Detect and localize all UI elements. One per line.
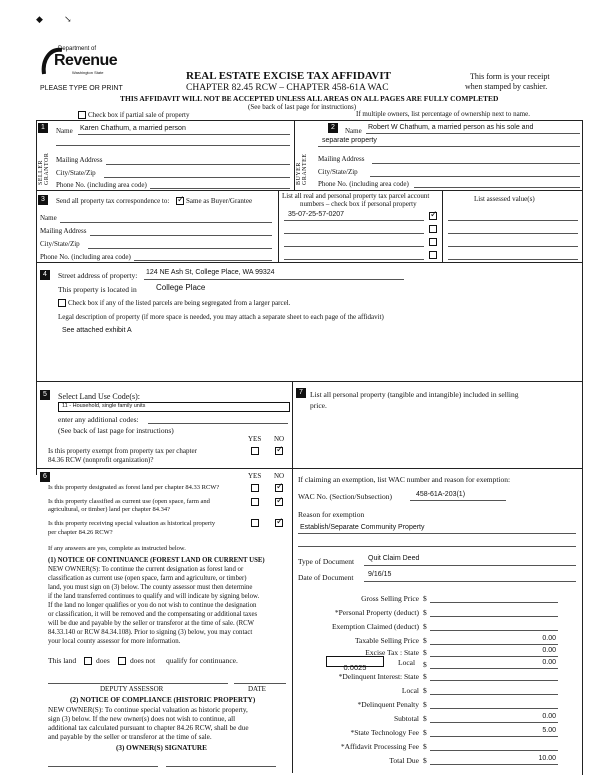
- personal-property-label: List all personal property (tangible and intangible) included in selling: [310, 390, 519, 399]
- tax-row-label: Excise Tax : State: [365, 648, 419, 657]
- segregated-label: Check box if any of the listed parcels are being segregated from a larger parcel.: [68, 299, 291, 307]
- buyer-name-label: Name: [345, 127, 362, 135]
- currency-symbol: $: [423, 636, 427, 645]
- notice1-line: If the land no longer qualifies or you do not wish to continue the designation: [48, 602, 257, 609]
- tax-row-line: [430, 764, 558, 765]
- tax-row-value[interactable]: 0.00: [542, 647, 556, 654]
- does-not-qualify-checkbox[interactable]: [118, 657, 126, 665]
- currency-symbol: $: [423, 622, 427, 631]
- tax-row-line: [430, 736, 558, 737]
- reason-label: Reason for exemption: [298, 510, 365, 519]
- owner-signature-label: (3) OWNER(S) SIGNATURE: [116, 744, 207, 752]
- section-5-number: 5: [40, 390, 50, 400]
- historic-yes-checkbox[interactable]: [251, 519, 259, 527]
- form-title: REAL ESTATE EXCISE TAX AFFIDAVIT: [186, 70, 391, 82]
- parcel-1-personal-checkbox[interactable]: [429, 212, 437, 220]
- tax-city-label: City/State/Zip: [40, 240, 80, 248]
- legal-desc-label: Legal description of property (if more space is needed, you may attach a separate sheet to each page of the affidavit): [58, 313, 384, 321]
- seller-mailing-label: Mailing Address: [56, 156, 103, 164]
- buyer-name-value-2[interactable]: separate property: [322, 137, 377, 144]
- see-back-note: (See back of last page for instructions): [248, 103, 357, 111]
- section5-see-back: (See back of last page for instructions): [58, 426, 174, 435]
- corner-mark: ↘: [64, 14, 72, 24]
- currency-symbol: $: [423, 714, 427, 723]
- currency-symbol: $: [423, 756, 427, 765]
- notice-continuance-title: (1) NOTICE OF CONTINUANCE (FOREST LAND OR CURRENT USE): [48, 557, 265, 564]
- tax-row-line: [430, 708, 558, 709]
- tax-row-label: Subtotal: [393, 714, 419, 723]
- qualify-label: qualify for continuance.: [166, 656, 238, 665]
- currency-symbol: $: [423, 686, 427, 695]
- buyer-side-label: BUYER GRANTEE: [296, 153, 308, 185]
- notice2-line: and payable by the seller or transferor at the time of sale.: [48, 733, 212, 741]
- corner-mark: ◆: [36, 14, 43, 24]
- send-to-label: Send all property tax correspondence to:: [56, 197, 170, 205]
- tax-row-line: [430, 630, 558, 631]
- personal-property-label-2: price.: [310, 401, 327, 410]
- deputy-assessor-label: DEPUTY ASSESSOR: [100, 685, 164, 693]
- receipt-note: This form is your receipt: [470, 72, 550, 81]
- reason-value[interactable]: Establish/Separate Community Property: [300, 524, 425, 531]
- tax-row-label: Taxable Selling Price: [354, 636, 419, 645]
- section-1-number: 1: [38, 123, 48, 133]
- multiple-owners-note: If multiple owners, list percentage of ownership next to name.: [356, 110, 530, 118]
- currency-symbol: $: [423, 608, 427, 617]
- forest-question: Is this property designated as forest land per chapter 84.33 RCW?: [48, 484, 220, 491]
- seller-phone-label: Phone No. (including area code): [56, 181, 147, 189]
- tax-name-label: Name: [40, 214, 57, 222]
- street-address-label: Street address of property:: [58, 271, 138, 280]
- partial-sale-label: Check box if partial sale of property: [88, 111, 190, 119]
- notice2-line: additional tax calculated pursuant to chapter 84.26 RCW, shall be due: [48, 724, 249, 732]
- tax-row-value[interactable]: 0.00: [542, 659, 556, 666]
- assessor-date-label: DATE: [248, 685, 266, 693]
- currency-symbol: $: [423, 660, 427, 669]
- notice1-line: your local county assessor for more information.: [48, 638, 181, 645]
- land-use-label: Select Land Use Code(s):: [58, 392, 140, 401]
- section-2-number: 2: [328, 123, 338, 133]
- tax-row-label: *Delinquent Interest: State: [338, 672, 419, 681]
- doc-type-value[interactable]: Quit Claim Deed: [368, 555, 420, 562]
- notice1-line: will be due and payable by the seller or transferor at the time of sale. (RCW: [48, 620, 255, 627]
- tax-row-line: [430, 644, 558, 645]
- warning-text: THIS AFFIDAVIT WILL NOT BE ACCEPTED UNLESS ALL AREAS ON ALL PAGES ARE FULLY COMPLETED: [120, 94, 499, 103]
- notice1-line: 84.33.140 or RCW 84.34.108). Prior to signing (3) below, you may contact: [48, 629, 253, 636]
- parcel-3-personal-checkbox[interactable]: [429, 238, 437, 246]
- no-header-6: NO: [274, 472, 285, 480]
- buyer-city-label: City/State/Zip: [318, 168, 358, 176]
- tax-row-value[interactable]: 0.00: [542, 713, 556, 720]
- tax-row-label: Local: [401, 686, 419, 695]
- section-6-number: 6: [40, 472, 50, 482]
- segregated-checkbox[interactable]: [58, 299, 66, 307]
- currency-symbol: $: [423, 594, 427, 603]
- tax-row-line: [430, 750, 558, 751]
- tax-row-line: [430, 616, 558, 617]
- wac-label: WAC No. (Section/Subsection): [298, 492, 392, 501]
- parcel-number-1[interactable]: 35-07-25-57-0207: [288, 211, 345, 218]
- receipt-note-2: when stamped by cashier.: [465, 82, 548, 91]
- notice2-line: NEW OWNER(S): To continue special valuation as historic property,: [48, 706, 248, 714]
- this-land-label: This land: [48, 656, 77, 665]
- local-rate-box[interactable]: [326, 656, 384, 672]
- section-3-number: 3: [38, 195, 48, 205]
- doc-date-value[interactable]: 9/16/15: [368, 571, 392, 578]
- yes-header: YES: [248, 435, 262, 443]
- tax-row-line: [430, 656, 558, 657]
- historic-question-2: per chapter 84.26 RCW?: [48, 529, 113, 536]
- tax-row-label: Exemption Claimed (deduct): [331, 622, 419, 631]
- tax-row-line: [430, 602, 558, 603]
- tax-row-label: *Affidavit Processing Fee: [340, 742, 419, 751]
- exempt-yes-checkbox[interactable]: [251, 447, 259, 455]
- yes-header-6: YES: [248, 472, 262, 480]
- current-use-question-2: agricultural, or timber) land per chapter 84.34?: [48, 506, 171, 513]
- parcel-header: List all real and personal property tax parcel account: [282, 192, 430, 200]
- tax-row-line: [430, 694, 558, 695]
- partial-sale-checkbox[interactable]: [78, 111, 86, 119]
- tax-row-label: *Delinquent Penalty: [357, 700, 419, 709]
- parcel-4-personal-checkbox[interactable]: [429, 251, 437, 259]
- currency-symbol: $: [423, 728, 427, 737]
- tax-row-value[interactable]: 0.00: [542, 635, 556, 642]
- notice1-line: land, you must sign on (3) below. The county assessor must then determine: [48, 584, 253, 591]
- tax-row-value[interactable]: 5.00: [542, 727, 556, 734]
- land-use-select[interactable]: [58, 402, 290, 412]
- additional-codes-label: enter any additional codes:: [58, 415, 139, 424]
- parcel-2-personal-checkbox[interactable]: [429, 225, 437, 233]
- land-use-value: 11 - Household, single family units: [62, 403, 146, 409]
- currency-symbol: $: [423, 648, 427, 657]
- tax-row-label: *State Technology Fee: [350, 728, 419, 737]
- located-in-value[interactable]: College Place: [156, 283, 206, 292]
- tax-phone-label: Phone No. (including area code): [40, 253, 131, 261]
- notice2-line: sign (3) below. If the new owner(s) does not wish to continue, all: [48, 715, 236, 723]
- forest-no-checkbox[interactable]: [275, 484, 283, 492]
- assessed-header: List assessed value(s): [474, 195, 535, 203]
- historic-question: Is this property receiving special valuation as historical property: [48, 520, 216, 527]
- parcel-header-2: numbers – check box if personal property: [300, 200, 417, 208]
- notice1-line: classification as current use (open space, farm and agriculture, or timber): [48, 575, 247, 582]
- tax-row-line: [430, 722, 558, 723]
- tax-row-line: [430, 668, 558, 669]
- historic-no-checkbox[interactable]: [275, 519, 283, 527]
- seller-side-label: SELLER GRANTOR: [38, 152, 50, 185]
- seller-city-label: City/State/Zip: [56, 169, 96, 177]
- seller-name-value[interactable]: Karen Chathum, a married person: [80, 125, 186, 132]
- currency-symbol: $: [423, 672, 427, 681]
- seller-name-label: Name: [56, 127, 73, 135]
- tax-row-label: Total Due: [389, 756, 419, 765]
- exempt-question-2: 84.36 RCW (nonprofit organization)?: [48, 456, 154, 464]
- currency-symbol: $: [423, 700, 427, 709]
- dor-logo: Department of Revenue Washington State: [40, 46, 120, 78]
- tax-row-label: Gross Selling Price: [361, 594, 419, 603]
- located-in-label: This property is located in: [58, 285, 137, 294]
- exempt-question: Is this property exempt from property tax per chapter: [48, 447, 197, 455]
- does-not-label: does not: [130, 656, 156, 665]
- buyer-phone-label: Phone No. (including area code): [318, 180, 409, 188]
- local-rate-value: 0.0025: [343, 663, 367, 672]
- street-address-value[interactable]: 124 NE Ash St, College Place, WA 99324: [146, 269, 275, 276]
- tax-row-value[interactable]: 10.00: [538, 755, 556, 762]
- same-as-buyer-label: Same as Buyer/Grantee: [186, 197, 253, 205]
- does-label: does: [96, 656, 110, 665]
- legal-desc-value[interactable]: See attached exhibit A: [62, 327, 132, 334]
- no-header: NO: [274, 435, 285, 443]
- current-use-yes-checkbox[interactable]: [251, 498, 259, 506]
- tax-row-label: *Personal Property (deduct): [334, 608, 419, 617]
- section-4-number: 4: [40, 270, 50, 280]
- forest-yes-checkbox[interactable]: [251, 484, 259, 492]
- notice-compliance-title: (2) NOTICE OF COMPLIANCE (HISTORIC PROPERTY): [70, 696, 256, 704]
- tax-mailing-label: Mailing Address: [40, 227, 87, 235]
- currency-symbol: $: [423, 742, 427, 751]
- same-as-buyer-checkbox[interactable]: [176, 197, 184, 205]
- buyer-mailing-label: Mailing Address: [318, 155, 365, 163]
- does-qualify-checkbox[interactable]: [84, 657, 92, 665]
- exemption-claim-label: If claiming an exemption, list WAC number and reason for exemption:: [298, 475, 511, 484]
- doc-date-label: Date of Document: [298, 573, 354, 582]
- please-type: PLEASE TYPE OR PRINT: [40, 85, 123, 92]
- current-use-no-checkbox[interactable]: [275, 498, 283, 506]
- current-use-question: Is this property classified as current use (open space, farm and: [48, 498, 210, 505]
- if-any-yes: If any answers are yes, complete as instructed below.: [48, 545, 186, 552]
- tax-row-line: [430, 680, 558, 681]
- section-7-number: 7: [296, 388, 306, 398]
- wac-value[interactable]: 458-61A-203(1): [416, 491, 466, 498]
- buyer-name-value[interactable]: Robert W Chathum, a married person as his sole and: [368, 124, 534, 131]
- notice1-line: if the land transferred continues to qualify and will indicate by signing below.: [48, 593, 260, 600]
- form-chapter: CHAPTER 82.45 RCW – CHAPTER 458-61A WAC: [186, 83, 389, 93]
- notice1-line: or classification, it will be removed and the compensating or additional taxes: [48, 611, 258, 618]
- notice1-line: NEW OWNER(S): To continue the current designation as forest land or: [48, 566, 244, 573]
- exempt-no-checkbox[interactable]: [275, 447, 283, 455]
- doc-type-label: Type of Document: [298, 557, 355, 566]
- local-tax-label: Local: [398, 658, 416, 667]
